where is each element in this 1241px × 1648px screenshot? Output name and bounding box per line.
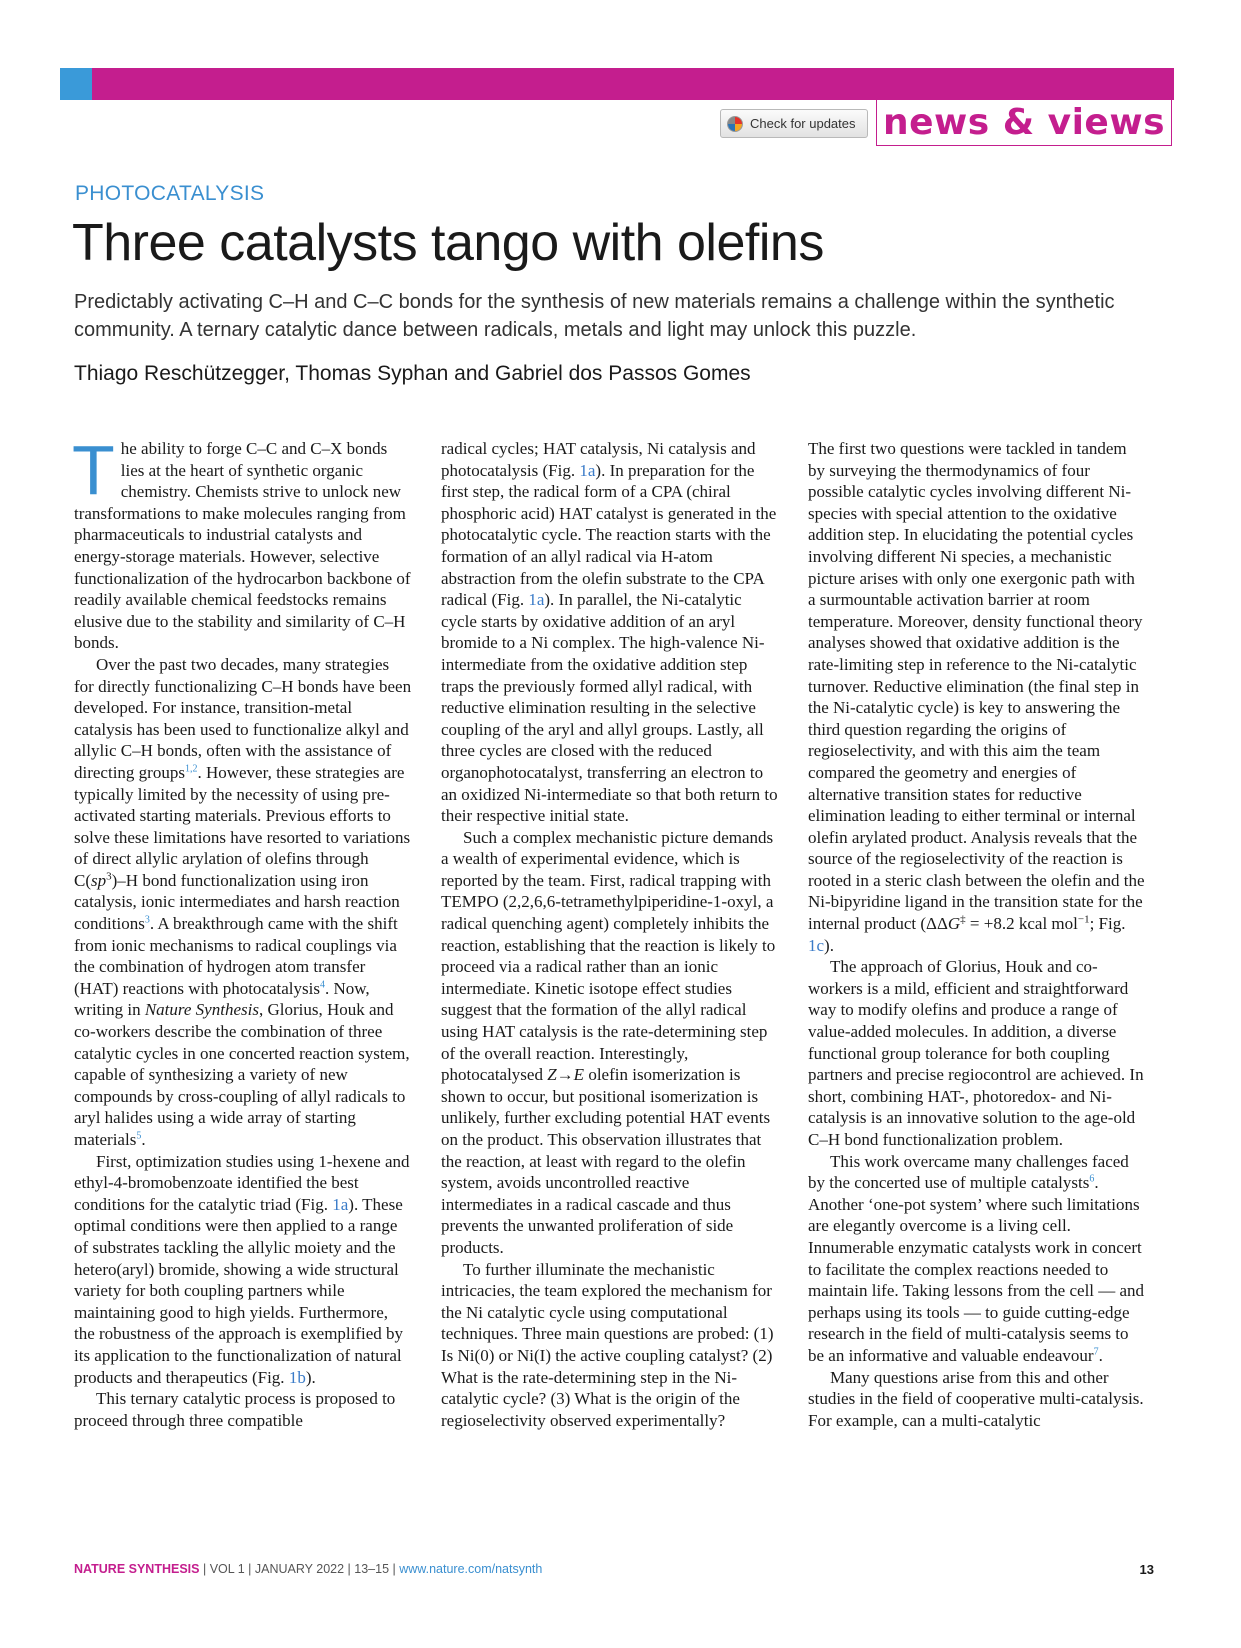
text: Over the past two decades, many strategies for directly functionalizing C–H bonds have been developed. For instance, transition-metal catalysis has been used to functionalize alkyl and allylic C–H bonds, often with the assistance of directing groups: [74, 654, 412, 782]
article-title: Three catalysts tango with olefins: [72, 214, 824, 272]
text: Z→E: [547, 1065, 585, 1085]
superscript: −1: [1077, 913, 1090, 926]
header-bar-blue-block: [60, 68, 92, 100]
text: . However, these strategies are typically limited by the necessity of using pre-activated starting materials. Previous efforts to solve these limitations have resorted to variations of direct allylic arylation of olefins through C(: [74, 762, 411, 890]
footer-separator: |: [344, 1562, 355, 1576]
text: )–H bond functionalization using iron catalysis, ionic intermediates and harsh reaction conditions: [74, 870, 400, 934]
paragraph: [74, 654, 412, 1151]
text: = +8.2 kcal mol: [965, 914, 1078, 934]
text: To further illuminate the mechanistic intricacies, the team explored the mechanism for the Ni catalytic cycle using computational techniques. Three main questions are probed: (1) Is Ni(0) or Ni(I) the active coupling catalyst? (2) What is the rate-determining step in the Ni-catalytic cycle? (3) What is the origin of the regioselectivity observed experimentally?: [441, 1259, 774, 1430]
superscript: 3: [106, 870, 112, 883]
body-column-3: [808, 438, 1146, 1431]
paragraph: [72, 431, 412, 654]
text: This work overcame many challenges faced by the concerted use of multiple catalysts: [808, 1151, 1129, 1193]
text: sp: [91, 870, 107, 890]
text: This ternary catalytic process is proposed to proceed through three compatible: [74, 1389, 396, 1430]
text: olefin isomerization is shown to occur, but positional isomerization is unlikely, further excluding potential HAT events on the product. This observation illustrates that the reaction, at least with regard to the olefin system, avoids uncontrolled reactive intermediates in a radical cascade and thus prevents the unwanted proliferation of side products.: [441, 1065, 771, 1257]
body-column-1: [72, 431, 412, 1431]
text: First, optimization studies using 1-hexene and ethyl-4-bromobenzoate identified the best conditions for the catalytic triad (Fig.: [74, 1151, 410, 1214]
news-and-views-label: news & views: [882, 102, 1166, 143]
superscript: ‡: [960, 913, 966, 926]
citation-ref[interactable]: 3: [144, 914, 150, 926]
citation-ref[interactable]: 5: [136, 1130, 142, 1142]
paragraph: [441, 438, 779, 827]
figure-link[interactable]: 1a: [528, 590, 545, 610]
paragraph: [808, 956, 1146, 1150]
text: radical cycles; HAT catalysis, Ni catalysis and photocatalysis (Fig.: [441, 439, 756, 480]
page-number: 13: [1139, 1562, 1154, 1577]
page-footer: [74, 1562, 1154, 1576]
footer-separator: |: [244, 1562, 255, 1576]
footer-separator: |: [199, 1562, 210, 1576]
author-list: Thiago Reschützegger, Thomas Syphan and Gabriel dos Passos Gomes: [74, 362, 751, 385]
footer-journal: NATURE SYNTHESIS: [74, 1562, 200, 1576]
journal-name: Nature Synthesis: [144, 1000, 259, 1020]
section-kicker: PHOTOCATALYSIS: [75, 182, 265, 205]
footer-url-link[interactable]: www.nature.com/natsynth: [399, 1562, 543, 1576]
check-for-updates-label: Check for updates: [750, 116, 856, 131]
text: , Glorius, Houk and co-workers describe the combination of three catalytic cycles in one concerted reaction system, capable of synthesizing a variety of new compounds by cross-coupling of allyl radicals to aryl halides using a wide array of starting materials: [74, 1000, 410, 1149]
text: ). These optimal conditions were then applied to a range of substrates tackling the allylic moiety and the hetero(aryl) bromide, showing a wide structural variety for both coupling partners while maintaining good to high yields. Furthermore, the robustness of the approach is exemplified by its application to the functionalization of natural products and therapeutics (Fig.: [74, 1194, 404, 1387]
text: he ability to forge C–C and C–X bonds lies at the heart of synthetic organic chemistry. Chemists strive to unlock new transformations to make molecules ranging from pharmaceuticals to industrial catalysts and energy-storage materials. However, selective functionalization of the hydrocarbon backbone of readily available chemical feedstocks remains elusive due to the stability and similarity of C–H bonds.: [74, 439, 411, 653]
figure-link[interactable]: 1b: [288, 1367, 306, 1387]
citation-ref[interactable]: 4: [319, 979, 325, 991]
text: Many questions arise from this and other studies in the field of cooperative multi-catalysis. For example, can a multi-catalytic: [808, 1367, 1144, 1430]
news-and-views-badge: [876, 100, 1172, 146]
text: The approach of Glorius, Houk and co-workers is a mild, efficient and straightforward way to modify olefins and produce a range of value-added molecules. In addition, a diverse functional group tolerance for both coupling partners and precise regiocontrol are achieved. In short, combining HAT-, photoredox- and Ni-catalysis is an innovative solution to the age-old C–H bond functionalization problem.: [808, 957, 1144, 1149]
footer-date: JANUARY 2022: [254, 1562, 345, 1576]
text: ). In preparation for the first step, the radical form of a CPA (chiral phosphoric acid) HAT catalyst is generated in the photocatalytic cycle. The reaction starts with the formation of an allyl radical via H-atom abstraction from the olefin substrate to the CPA radical (Fig.: [441, 460, 777, 610]
crossmark-icon: [727, 116, 743, 132]
text: .: [141, 1130, 146, 1149]
header-bar: [60, 68, 1174, 100]
text: ).: [305, 1367, 316, 1387]
text: ; Fig.: [1089, 914, 1126, 934]
text: . Now, writing in: [74, 978, 370, 1020]
text: .: [1098, 1345, 1103, 1365]
footer-pages: 13–15: [354, 1562, 390, 1576]
paragraph: [808, 1151, 1146, 1367]
paragraph: [74, 1151, 412, 1389]
paragraph: [808, 1367, 1146, 1432]
text: ).: [824, 935, 834, 955]
drop-cap: T: [72, 431, 115, 509]
text: . A breakthrough came with the shift from ionic mechanisms to radical couplings via the combination of hydrogen atom transfer (HAT) reactions with photocatalysis: [74, 914, 398, 998]
body-column-2: [441, 438, 779, 1431]
footer-volume: VOL 1: [209, 1562, 245, 1576]
paragraph: [441, 827, 779, 1259]
text: ). In parallel, the Ni-catalytic cycle starts by oxidative addition of an aryl bromide to a Ni complex. The high-valence Ni-intermediate from the oxidative addition step traps the previously formed allyl radical, with reductive elimination resulting in the selective coupling of the aryl and allyl groups. Lastly, all three cycles are closed with the reduced organophotocatalyst, transferring an electron to an oxidized Ni-intermediate so that both return to their respective initial state.: [441, 590, 778, 826]
text: The first two questions were tackled in tandem by surveying the thermodynamics of four possible catalytic cycles involving different Ni-species with special attention to the oxidative addition step. In elucidating the potential cycles involving different Ni species, a mechanistic picture arises with only one exergonic path with a surmountable activation barrier at room temperature. Moreover, density functional theory analyses showed that oxidative addition is the rate-limiting step in reference to the Ni-catalytic turnover. Reductive elimination (the final step in the Ni-catalytic cycle) is key to answering the third question regarding the origins of regioselectivity, and with this aim the team compared the geometry and energies of alternative transition states for reductive elimination leading to either terminal or internal olefin arylated product. Analysis reveals that the source of the regioselectivity of the reaction is rooted in a steric clash between the olefin and the Ni-bipyridine ligand in the transition state for the internal product (ΔΔ: [808, 439, 1145, 934]
figure-link[interactable]: 1a: [332, 1194, 349, 1214]
figure-link[interactable]: 1c: [808, 935, 825, 955]
citation-ref[interactable]: 7: [1093, 1346, 1099, 1358]
text: . Another ‘one-pot system’ where such limitations are elegantly overcome is a living cell. Innumerable enzymatic catalysts work in concert to facilitate the complex reactions needed to maintain life. Taking lessons from the cell — and perhaps using its tools — to guide cutting-edge research in the field of multi-catalysis seems to be an informative and valuable endeavour: [808, 1173, 1145, 1365]
figure-link[interactable]: 1a: [579, 460, 596, 480]
footer-separator: |: [389, 1562, 400, 1576]
standfirst: Predictably activating C–H and C–C bonds for the synthesis of new materials remains a challenge within the synthetic community. A ternary catalytic dance between radicals, metals and light may unlock this puzzle.: [74, 291, 1115, 341]
paragraph: [441, 1259, 779, 1432]
check-for-updates-button[interactable]: [720, 109, 868, 138]
text: Such a complex mechanistic picture demands a wealth of experimental evidence, which is reported by the team. First, radical trapping with TEMPO (2,2,6,6-tetramethylpiperidine-1-oxyl, a radical quenching agent) completely inhibits the reaction, establishing that the reaction is likely to proceed via a radical rather than an ionic intermediate. Kinetic isotope effect studies suggest that the formation of the allyl radical using HAT catalysis is the rate-determining step of the overall reaction. Interestingly, photocatalysed: [441, 827, 776, 1085]
paragraph: [74, 1388, 412, 1431]
text: G: [947, 914, 961, 934]
citation-ref[interactable]: 6: [1089, 1173, 1095, 1185]
citation-ref[interactable]: 1,2: [184, 763, 198, 775]
paragraph: [808, 438, 1146, 956]
